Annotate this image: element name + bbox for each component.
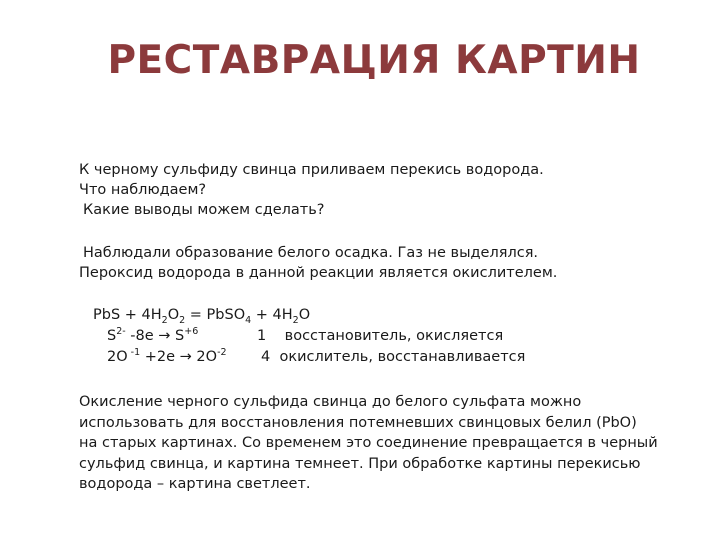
s-transfer: -8e → S [125,328,185,344]
s-symbol: S [107,328,117,344]
eq-text-2: O [167,307,180,323]
observation-block [79,243,557,283]
eq-text-5: O [298,307,311,323]
conclusion-line-1: Окисление черного сульфида свинца до белого сульфата можно [79,394,582,410]
question-line-1: К черному сульфиду свинца приливаем перекись водорода. [79,162,544,178]
question-block [79,160,544,220]
question-line-2: Что наблюдаем? [79,182,207,198]
s-charge-final: +6 [184,326,199,338]
conclusion-line-4: сульфид свинца, и картина темнеет. При обработке картины перекисью [79,455,641,472]
conclusion-line-2: использовать для восстановления потемневших свинцовых белил (PbO) [79,414,637,431]
o-symbol: 2O [107,349,128,365]
conclusion-line-5: водорода – картина светлеет. [79,476,311,492]
sulfur-electron-transfer [107,326,198,346]
observation-line-2: Пероксид водорода в данной реакции является окислителем. [79,265,558,281]
sulfur-role [257,326,503,346]
eq-text-1: PbS + 4H [93,307,162,323]
eq-text-4: + 4H [251,307,293,323]
question-line-3: Какие выводы можем сделать? [83,202,325,218]
eq-sub-4: 2 [292,314,299,326]
oxygen-description: окислитель, восстанавливается [279,349,526,365]
oxygen-half-reaction [93,347,526,368]
reaction-equation [93,305,310,326]
s-charge-initial: 2- [116,326,126,338]
equation-block [93,305,526,368]
oxygen-coefficient: 4 [261,349,271,365]
o-charge-final: -2 [217,347,227,359]
sulfur-half-reaction [93,326,504,347]
sulfur-description: восстановитель, окисляется [284,328,504,344]
eq-sub-2: 2 [179,314,186,326]
conclusion-line-3: на старых картинах. Со временем это соединение превращается в черный [79,435,658,451]
conclusion-block [79,392,658,495]
o-charge-initial: -1 [127,347,141,359]
observation-line-1: Наблюдали образование белого осадка. Газ не выделялся. [83,245,539,261]
sulfur-coefficient: 1 [257,328,267,344]
oxygen-electron-transfer [107,347,227,367]
o-transfer: +2e → 2O [140,349,218,365]
slide-title: РЕСТАВРАЦИЯ КАРТИН [107,38,641,83]
eq-sub-1: 2 [161,314,168,326]
oxygen-role [261,347,525,367]
eq-text-3: = PbSO [185,307,246,323]
eq-sub-3: 4 [245,314,252,326]
